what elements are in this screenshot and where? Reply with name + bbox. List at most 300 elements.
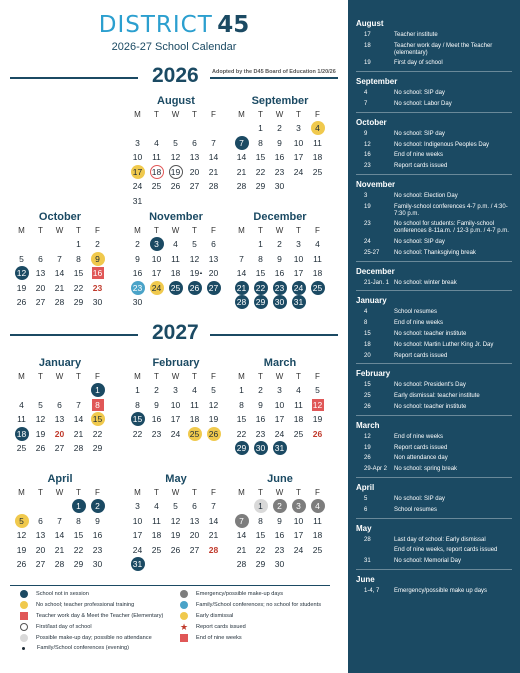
- weekday-header: T: [76, 372, 81, 381]
- day-cell: 1: [251, 499, 270, 514]
- weekday-header: T: [258, 110, 263, 119]
- day-cell: 6: [38, 253, 43, 264]
- event-row: [356, 101, 512, 108]
- event-text: Family-school conferences 4-7 p.m. / 4:30-7:30 p.m.: [394, 203, 508, 217]
- legend-label: Family/School conferences (evening): [37, 645, 130, 651]
- empty-cell: [289, 441, 308, 456]
- legend-swatch: [22, 647, 25, 650]
- day-cell: 1: [258, 239, 263, 249]
- month-name: February: [152, 357, 200, 369]
- event-row: [356, 280, 512, 287]
- day-cell: 3: [135, 137, 140, 148]
- weekday-header: T: [192, 110, 197, 119]
- empty-cell: [308, 179, 327, 194]
- day-cell: 4: [315, 239, 320, 249]
- event-text: School resumes: [394, 506, 438, 513]
- day-cell: 21: [54, 282, 65, 293]
- day-cell: 29: [255, 181, 266, 191]
- day-cell: 19: [16, 544, 27, 555]
- day-cell: 2: [277, 239, 282, 249]
- events-divider: [356, 363, 512, 364]
- event-row: [356, 342, 512, 349]
- month-january: [12, 357, 108, 456]
- events-list: [356, 19, 512, 595]
- day-cell: 9: [258, 399, 263, 410]
- legend-label: Emergency/possible make-up days: [196, 591, 284, 597]
- day-cell: 23: [274, 544, 285, 555]
- day-cell: 3: [296, 239, 301, 249]
- month-march: [232, 357, 328, 456]
- day-cell: 24: [293, 166, 304, 177]
- day-cell: 25: [293, 428, 304, 439]
- weekday-header: T: [192, 372, 197, 381]
- events-month-heading: November: [356, 179, 396, 189]
- weekday-header: F: [211, 488, 216, 497]
- day-cell: 22: [132, 428, 143, 439]
- day-cell: 9: [277, 253, 282, 264]
- day-cell: 6: [211, 239, 216, 249]
- month-grid: [232, 487, 328, 572]
- month-grid: [232, 371, 328, 456]
- event-text: Report cards issued: [394, 163, 448, 170]
- event-text: Non attendance day: [394, 455, 448, 462]
- event-date: 23: [364, 163, 371, 170]
- weekday-header: F: [95, 226, 100, 235]
- legend-swatch: [180, 601, 188, 609]
- events-august: [356, 19, 512, 67]
- event-row: [356, 32, 512, 39]
- day-cell: 31: [270, 441, 289, 456]
- event-row: [356, 404, 512, 411]
- day-cell: 2: [88, 499, 107, 514]
- event-text: Emergency/possible make up days: [394, 587, 488, 594]
- day-cell: 14: [54, 530, 65, 540]
- day-cell: 17: [128, 165, 147, 180]
- legend-label: Family/School conferences; no school for students: [196, 602, 321, 608]
- weekday-header: F: [315, 372, 320, 381]
- weekday-header: M: [18, 372, 25, 381]
- legend-item: [20, 634, 152, 642]
- legend-swatch: [20, 612, 28, 620]
- day-cell: 31: [289, 295, 308, 310]
- day-cell: 27: [35, 297, 46, 307]
- empty-cell: [308, 557, 327, 572]
- day-cell: 16: [151, 414, 162, 424]
- day-cell: 13: [35, 268, 46, 278]
- events-september: [356, 71, 512, 108]
- legend-item: [20, 590, 89, 598]
- day-cell: 2: [95, 239, 100, 249]
- day-cell: 12: [170, 152, 181, 162]
- month-september: [232, 95, 328, 194]
- weekday-header: T: [38, 488, 43, 497]
- empty-cell: [166, 295, 185, 310]
- day-cell: 20: [189, 530, 200, 540]
- day-cell: 4: [296, 385, 301, 395]
- legend-swatch: [20, 634, 28, 642]
- events-month-heading: October: [356, 117, 387, 127]
- day-cell: 12: [189, 253, 200, 264]
- event-date: 15: [364, 382, 371, 389]
- day-cell: 23: [270, 281, 289, 296]
- day-cell: 23: [128, 281, 147, 296]
- day-cell: 19: [208, 414, 219, 424]
- day-cell: 18: [189, 414, 200, 424]
- event-row: [356, 382, 512, 389]
- day-cell: 26: [35, 443, 46, 453]
- event-text: No school: Indigenous Peoples Day: [394, 141, 490, 148]
- day-cell: 2: [135, 239, 140, 249]
- legend-item: [180, 623, 246, 631]
- day-cell: 18: [312, 152, 323, 162]
- event-date: 20: [364, 352, 371, 359]
- empty-cell: [12, 237, 31, 252]
- events-month-heading: September: [356, 77, 398, 87]
- event-row: [356, 193, 512, 200]
- day-cell: 21: [236, 166, 247, 177]
- day-cell: 12: [16, 530, 27, 540]
- day-cell: 11: [313, 137, 322, 148]
- day-cell: 18: [293, 414, 304, 424]
- event-text: Teacher work day / Meet the Teacher (elementary): [394, 42, 493, 56]
- day-cell: 9: [135, 253, 140, 264]
- event-date: 18: [364, 42, 371, 49]
- empty-cell: [166, 194, 185, 209]
- events-november: [356, 174, 512, 257]
- day-cell: 13: [189, 152, 200, 162]
- event-text: End of nine weeks, report cards issued: [394, 547, 498, 554]
- weekday-header: W: [275, 226, 284, 235]
- day-cell: 14: [236, 530, 247, 540]
- day-cell: 8: [239, 399, 244, 410]
- day-cell: 8: [258, 137, 263, 148]
- day-cell: 15: [236, 414, 247, 424]
- events-march: [356, 415, 512, 473]
- day-cell: 11: [313, 515, 322, 526]
- event-date: 21-Jan. 1: [364, 279, 390, 286]
- day-cell: 4: [154, 137, 159, 148]
- day-cell: 25: [151, 544, 162, 555]
- event-text: Report cards issued: [394, 444, 448, 451]
- day-cell: 27: [204, 281, 223, 296]
- day-cell: 14: [54, 268, 65, 278]
- month-grid: [12, 487, 108, 572]
- event-text: No school: Labor Day: [394, 100, 452, 107]
- day-cell: 26: [16, 297, 27, 307]
- day-cell: 4: [154, 501, 159, 511]
- day-cell: 23: [274, 166, 285, 177]
- day-cell: 25: [166, 281, 185, 296]
- month-may: [128, 473, 224, 572]
- day-cell: 3: [277, 385, 282, 395]
- weekday-header: M: [134, 110, 141, 119]
- day-cell: 9: [277, 515, 282, 526]
- day-cell: 19 ▲: [185, 266, 204, 281]
- day-cell: 7: [239, 253, 244, 264]
- day-cell: 30: [270, 295, 289, 310]
- day-cell: 20: [208, 268, 219, 278]
- day-cell: 20: [189, 166, 200, 177]
- month-grid: [232, 225, 328, 310]
- day-cell: 17: [293, 152, 304, 162]
- day-cell: 23: [151, 428, 162, 439]
- day-cell: 22: [236, 428, 247, 439]
- day-cell: 28: [232, 295, 251, 310]
- day-cell: 11: [190, 399, 199, 410]
- legend-item: [180, 634, 242, 642]
- weekday-header: M: [238, 372, 245, 381]
- day-cell: 4: [308, 499, 327, 514]
- empty-cell: [185, 295, 204, 310]
- day-cell: 25: [16, 443, 27, 453]
- day-cell: 14: [208, 515, 219, 526]
- empty-cell: [50, 383, 69, 398]
- legend-label: Teacher work day & Meet the Teacher (Elementary): [36, 613, 164, 619]
- day-cell: 12: [170, 515, 181, 526]
- event-text: No school: SIP day: [394, 238, 445, 245]
- day-cell: 8: [258, 515, 263, 526]
- day-cell: 7: [57, 515, 62, 526]
- day-cell: 5: [211, 385, 216, 395]
- month-grid: [128, 109, 224, 208]
- day-cell: 17: [274, 414, 285, 424]
- day-cell: 6: [192, 501, 197, 511]
- day-cell: 16: [92, 268, 103, 279]
- day-cell: 21: [232, 281, 251, 296]
- weekday-header: F: [315, 110, 320, 119]
- month-name: March: [263, 357, 297, 369]
- weekday-header: F: [95, 372, 100, 381]
- day-cell: 13: [54, 414, 65, 424]
- month-name: May: [165, 473, 187, 485]
- day-cell: 25: [312, 544, 323, 555]
- legend-label: Report cards issued: [196, 624, 246, 630]
- weekday-header: M: [238, 488, 245, 497]
- weekday-header: T: [296, 110, 301, 119]
- day-cell: 28: [208, 181, 219, 191]
- day-cell: 10: [293, 137, 304, 148]
- day-cell: 1: [69, 499, 88, 514]
- empty-cell: [232, 237, 251, 252]
- events-month-heading: May: [356, 523, 372, 533]
- event-row: [356, 393, 512, 400]
- event-row: [356, 331, 512, 338]
- event-row: [356, 588, 512, 595]
- event-text: No school: winter break: [394, 279, 457, 286]
- legend-swatch: [180, 612, 188, 620]
- year-heading-2027: 2027: [152, 321, 199, 344]
- month-grid: [12, 225, 108, 310]
- day-cell: 5: [192, 239, 197, 249]
- day-cell: 15: [73, 268, 84, 278]
- empty-cell: [31, 499, 50, 514]
- brand-number: 45: [217, 12, 250, 38]
- legend-item: [180, 590, 283, 598]
- month-june: [232, 473, 328, 572]
- event-row: [356, 496, 512, 503]
- day-cell: 23: [92, 544, 103, 555]
- event-date: 19: [364, 60, 371, 67]
- weekday-header: T: [296, 226, 301, 235]
- day-cell: 13: [208, 253, 219, 264]
- weekday-header: M: [18, 488, 25, 497]
- day-cell: 12: [12, 266, 31, 281]
- day-cell: 29: [251, 295, 270, 310]
- legend-label: No school; teacher professional training: [36, 602, 135, 608]
- legend-divider: [10, 585, 330, 586]
- empty-cell: [232, 499, 251, 514]
- day-cell: 7: [232, 514, 251, 529]
- day-cell: 11: [17, 414, 26, 424]
- weekday-header: F: [315, 226, 320, 235]
- month-february: [128, 357, 224, 441]
- day-cell: 8: [76, 515, 81, 526]
- weekday-header: M: [238, 226, 245, 235]
- day-cell: 15: [88, 412, 107, 427]
- day-cell: 18: [147, 165, 166, 180]
- day-cell: 16: [274, 530, 285, 540]
- day-cell: 24: [289, 281, 308, 296]
- event-date: 8: [364, 320, 368, 327]
- day-cell: 1: [88, 383, 107, 398]
- day-cell: 22: [73, 282, 84, 293]
- month-name: December: [253, 211, 307, 223]
- day-cell: 24: [170, 428, 181, 439]
- event-row: [356, 558, 512, 565]
- event-text: Early dismissal: teacher institute: [394, 393, 480, 400]
- event-text: End of nine weeks: [394, 152, 444, 159]
- events-february: [356, 363, 512, 410]
- legend-item: [20, 601, 134, 609]
- weekday-header: T: [154, 488, 159, 497]
- day-cell: 26: [204, 427, 223, 442]
- event-row: [356, 434, 512, 441]
- day-cell: 17: [170, 414, 181, 424]
- legend-item: [180, 612, 233, 620]
- empty-cell: [69, 383, 88, 398]
- day-cell: 18: [312, 268, 323, 278]
- weekday-header: T: [154, 372, 159, 381]
- weekday-header: W: [275, 372, 284, 381]
- empty-cell: [232, 121, 251, 136]
- day-cell: 12: [208, 399, 219, 410]
- events-june: [356, 569, 512, 595]
- day-cell: 23: [255, 428, 266, 439]
- month-august: [128, 95, 224, 208]
- day-cell: 7: [211, 501, 216, 511]
- day-cell: 2: [258, 385, 263, 395]
- weekday-header: W: [275, 110, 284, 119]
- events-december: [356, 261, 512, 287]
- month-name: November: [149, 211, 203, 223]
- day-cell: 26: [170, 181, 181, 191]
- day-cell: 12: [35, 414, 46, 424]
- weekday-header: T: [38, 226, 43, 235]
- event-row: [356, 455, 512, 462]
- event-date: 4: [364, 309, 368, 316]
- day-cell: 16: [255, 414, 266, 424]
- day-cell: 19: [166, 165, 185, 180]
- day-cell: 4: [192, 385, 197, 395]
- event-date: 16: [364, 152, 371, 159]
- month-name: August: [157, 95, 195, 107]
- legend-item: [180, 601, 321, 609]
- day-cell: 28: [236, 559, 247, 569]
- event-date: 23: [364, 221, 371, 228]
- day-cell: 14: [236, 152, 247, 162]
- event-text: No school: Election Day: [394, 192, 458, 199]
- day-cell: 5: [12, 514, 31, 529]
- day-cell: 1: [239, 385, 244, 395]
- weekday-header: M: [134, 226, 141, 235]
- event-date: 26: [364, 455, 371, 462]
- event-date: 24: [364, 238, 371, 245]
- events-divider: [356, 71, 512, 72]
- day-cell: 5: [38, 399, 43, 410]
- day-cell: 30: [92, 559, 103, 569]
- day-cell: 11: [171, 253, 180, 264]
- weekday-header: M: [238, 110, 245, 119]
- month-grid: [232, 109, 328, 194]
- day-cell: 21: [73, 428, 84, 439]
- weekday-header: W: [171, 488, 180, 497]
- event-row: [356, 250, 512, 257]
- day-cell: 9: [277, 137, 282, 148]
- weekday-header: M: [18, 226, 25, 235]
- day-cell: 3: [289, 499, 308, 514]
- empty-cell: [31, 383, 50, 398]
- day-cell: 2: [270, 499, 289, 514]
- day-cell: 1: [76, 239, 81, 249]
- event-date: 19: [364, 444, 371, 451]
- events-divider: [356, 261, 512, 262]
- day-cell: 9: [95, 515, 100, 526]
- day-cell: 26: [185, 281, 204, 296]
- day-cell: 14: [208, 152, 219, 162]
- empty-cell: [50, 237, 69, 252]
- day-cell: 6: [192, 137, 197, 148]
- events-month-heading: June: [356, 574, 375, 584]
- legend-label: Early dismissal: [196, 613, 234, 619]
- events-april: [356, 477, 512, 514]
- month-december: [232, 211, 328, 310]
- day-cell: 3: [296, 123, 301, 133]
- day-cell: 25: [185, 427, 204, 442]
- day-cell: 2: [154, 385, 159, 395]
- empty-cell: [12, 383, 31, 398]
- day-cell: 30: [274, 559, 285, 569]
- day-cell: 25: [308, 281, 327, 296]
- weekday-header: T: [76, 488, 81, 497]
- event-row: [356, 90, 512, 97]
- legend-label: First/last day of school: [36, 624, 92, 630]
- weekday-header: W: [275, 488, 284, 497]
- event-row: [356, 142, 512, 149]
- event-text: No school: Martin Luther King Jr. Day: [394, 341, 494, 348]
- empty-cell: [147, 557, 166, 572]
- weekday-header: T: [296, 372, 301, 381]
- empty-cell: [308, 295, 327, 310]
- month-grid: [12, 371, 108, 456]
- events-month-heading: February: [356, 369, 391, 379]
- day-cell: 30: [274, 181, 285, 191]
- month-name: October: [38, 211, 82, 223]
- weekday-header: T: [258, 372, 263, 381]
- legend-swatch: [180, 590, 188, 598]
- weekday-header: T: [192, 226, 197, 235]
- weekday-header: W: [171, 226, 180, 235]
- day-cell: 9: [88, 252, 107, 267]
